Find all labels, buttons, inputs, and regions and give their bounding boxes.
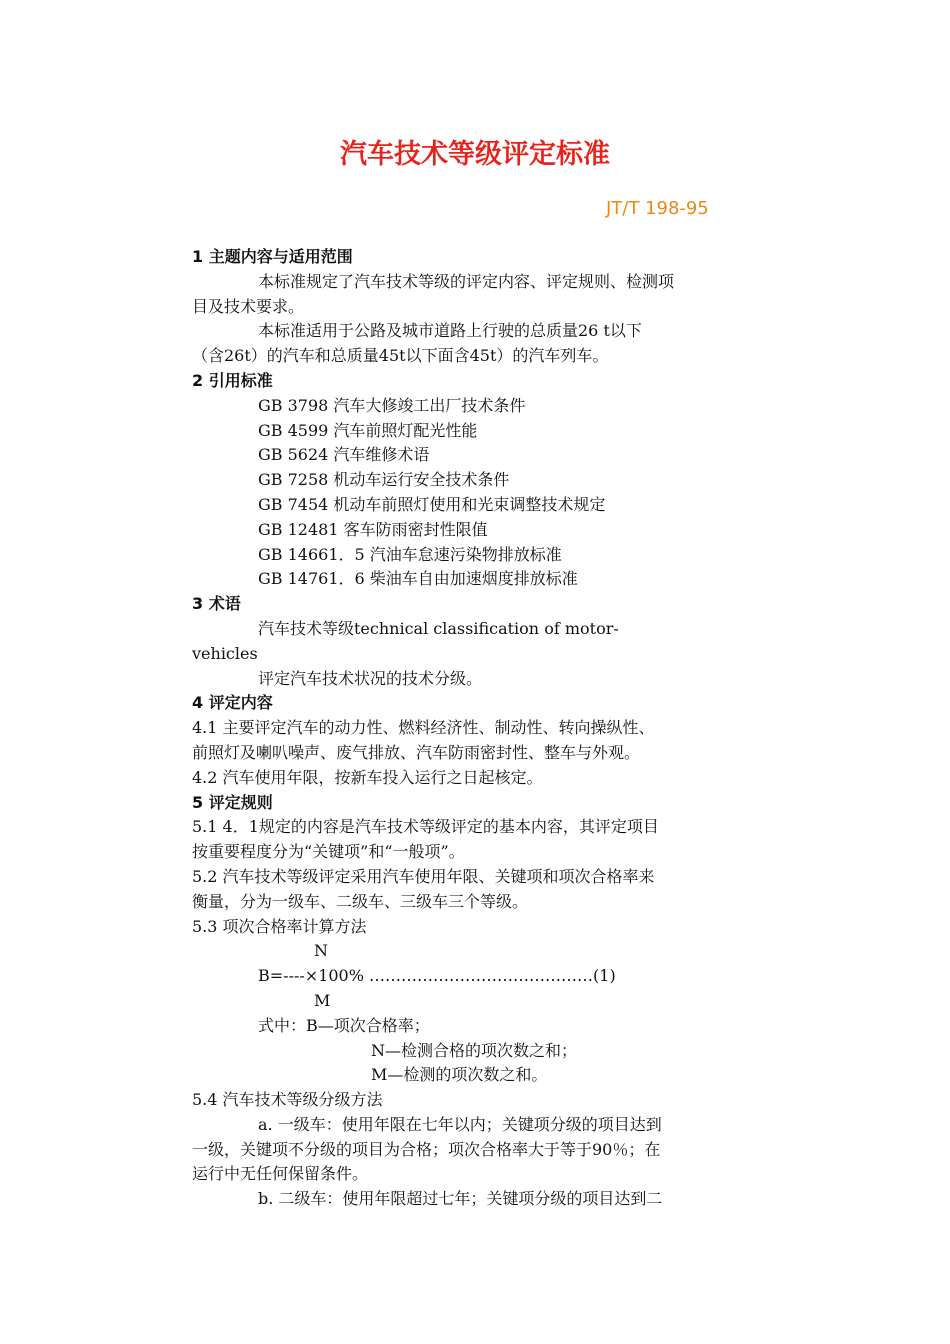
text-line: N—检测合格的项次数之和； (371, 1040, 578, 1060)
text-line: 目及技术要求。 (192, 296, 305, 316)
section-heading: 2 引用标准 (192, 370, 273, 390)
document-body (192, 245, 762, 1212)
section-heading: 5 评定规则 (192, 792, 273, 812)
section-heading: 1 主题内容与适用范围 (192, 247, 353, 266)
text-line: 前照灯及喇叭噪声、废气排放、汽车防雨密封性、整车与外观。 (192, 742, 641, 762)
text-line: GB 7454 机动车前照灯使用和光束调整技术规定 (258, 494, 606, 514)
text-line: M (314, 990, 331, 1010)
text-line: 5.4 汽车技术等级分级方法 (192, 1090, 383, 1110)
text-line: 本标准规定了汽车技术等级的评定内容、评定规则、检测项 (258, 271, 675, 291)
text-line: vehicles (192, 643, 258, 663)
text-line: a. 一级车：使用年限在七年以内；关键项分级的项目达到 (258, 1114, 662, 1134)
text-line: GB 3798 汽车大修竣工出厂技术条件 (258, 395, 526, 415)
text-line: 4.2 汽车使用年限，按新车投入运行之日起核定。 (192, 767, 543, 787)
document-title: 汽车技术等级评定标准 (340, 139, 610, 170)
text-line: 评定汽车技术状况的技术分级。 (258, 668, 483, 688)
section-heading: 4 评定内容 (192, 693, 273, 713)
text-line: 一级，关键项不分级的项目为合格；项次合格率大于等于90％；在 (192, 1139, 661, 1159)
text-line: M—检测的项次数之和。 (371, 1065, 548, 1085)
section-heading: 3 术语 (192, 594, 241, 614)
text-line: GB 14761．6 柴油车自由加速烟度排放标准 (258, 569, 578, 589)
text-line: GB 12481 客车防雨密封性限值 (258, 519, 488, 539)
text-line: 运行中无任何保留条件。 (192, 1164, 369, 1184)
text-line: 按重要程度分为“关键项”和“一般项”。 (192, 842, 465, 862)
text-line: 衡量，分为一级车、二级车、三级车三个等级。 (192, 891, 529, 911)
standard-number: JT/T 198-95 (606, 198, 709, 219)
text-line: 式中：B—项次合格率； (258, 1015, 430, 1035)
text-line: 5.1 4．1规定的内容是汽车技术等级评定的基本内容，其评定项目 (192, 817, 659, 837)
text-line: 汽车技术等级technical classification of motor- (258, 618, 619, 638)
text-line: （含26t）的汽车和总质量45t以下面含45t）的汽车列车。 (192, 346, 609, 366)
text-line: GB 5624 汽车维修术语 (258, 445, 430, 465)
text-line: GB 4599 汽车前照灯配光性能 (258, 420, 478, 440)
text-line: b. 二级车：使用年限超过七年；关键项分级的项目达到二 (258, 1189, 663, 1209)
text-line: N (314, 941, 328, 961)
text-line: GB 14661．5 汽油车怠速污染物排放标准 (258, 544, 562, 564)
text-line: 4.1 主要评定汽车的动力性、燃料经济性、制动性、转向操纵性、 (192, 718, 655, 738)
text-line: GB 7258 机动车运行安全技术条件 (258, 470, 510, 490)
text-line: 5.3 项次合格率计算方法 (192, 916, 367, 936)
text-line: 本标准适用于公路及城市道路上行驶的总质量26 t以下 (258, 321, 642, 341)
text-line: B=----×100% ……………………………………(1) (258, 966, 616, 986)
text-line: 5.2 汽车技术等级评定采用汽车使用年限、关键项和项次合格率来 (192, 866, 655, 886)
